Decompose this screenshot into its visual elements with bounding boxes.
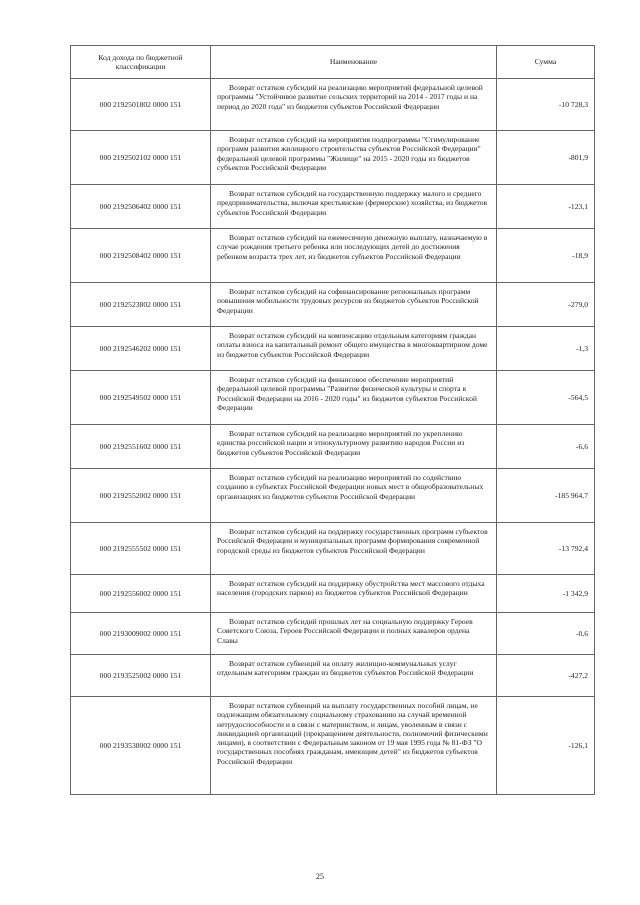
row-code: 000 2192552002 0000 151 [71, 469, 211, 523]
table-row [71, 79, 595, 131]
table-row [71, 655, 595, 697]
row-code: 000 2192551602 0000 151 [71, 425, 211, 469]
row-sum: -13 792,4 [497, 523, 595, 575]
row-name: Возврат остатков субсидий прошлых лет на социальную поддержку Героев Советского Союза, Героев Российской Федерации и полных кавалеров ордена Славы [217, 617, 473, 645]
row-code: 000 2192502102 0000 151 [71, 131, 211, 185]
row-name: Возврат остатков субсидий на поддержку государственных программ субъектов Российской Федерации и муниципальных программ формирования современной городской среды из бюджетов субъектов Российской Федерации [217, 527, 488, 555]
row-name: Возврат остатков субсидий на реализацию мероприятий федеральной целевой программы "Устойчивое развитие сельских территорий на 2014 - 2017 годы и на период до 2020 года" из бюджетов субъектов Российской Федерации [217, 83, 483, 111]
row-code: 000 2192555502 0000 151 [71, 523, 211, 575]
row-name: Возврат остатков субсидий на мероприятия подпрограммы "Стимулирование программ развития жилищного строительства субъектов Российской Федерации" федеральной целевой программы "Жилище" на 2015 - 2020 годы из бюджетов субъектов Российской Федерации [217, 135, 481, 172]
table-row [71, 185, 595, 229]
row-sum: -10 728,3 [497, 79, 595, 131]
row-name: Возврат остатков субсидий на ежемесячную денежную выплату, назначаемую в случае рождения третьего ребенка или последующих детей до достижения ребенком возраста трех лет, из бюджетов субъектов Российской Федерации [217, 233, 488, 261]
row-name: Возврат остатков субсидий на компенсацию отдельным категориям граждан оплаты взноса на капитальный ремонт общего имущества в многоквартирном доме из бюджетов субъектов Российской Федерации [217, 331, 488, 359]
header-sum: Сумма [497, 46, 595, 79]
row-name: Возврат остатков субсидий на реализацию мероприятий по укреплению единства российской нации и этнокультурному развитию народов России из бюджетов субъектов Российской Федерации [217, 429, 465, 457]
row-name: Возврат остатков субвенций на выплату государственных пособий лицам, не подлежащим обязательному социальному страхованию на случай временной нетрудоспособности и в связи с материнством, и лицам, уволенным в связи с ликвидацией организаций (прекращением деятельности, полномочий физическими лицами), в соответствии с Федеральным законом от 19 мая 1995 года № 81-ФЗ "О государственных пособиях гражданам, имеющим детей" из бюджетов субъектов Российской Федерации [217, 701, 488, 766]
row-code: 000 2192556002 0000 151 [71, 575, 211, 613]
table-row [71, 613, 595, 655]
row-code: 000 2192546202 0000 151 [71, 327, 211, 371]
table-header-row [71, 46, 595, 79]
row-name: Возврат остатков субсидий на софинансирование региональных программ повышения мобильности трудовых ресурсов из бюджетов субъектов Российской Федерации [217, 287, 479, 315]
row-sum: -564,5 [497, 371, 595, 425]
row-code: 000 2192523802 0000 151 [71, 283, 211, 327]
row-name: Возврат остатков субсидий на реализацию мероприятий по содействию созданию в субъектах Российской Федерации новых мест в общеобразовательных организациях из бюджетов субъектов Российской Федерации [217, 473, 484, 501]
row-sum: -0,6 [497, 613, 595, 655]
row-sum: -18,9 [497, 229, 595, 283]
row-sum: -427,2 [497, 655, 595, 697]
budget-table [70, 45, 595, 795]
table-row [71, 131, 595, 185]
row-code: 000 2192508402 0000 151 [71, 229, 211, 283]
row-sum: -123,1 [497, 185, 595, 229]
row-sum: -1 342,9 [497, 575, 595, 613]
table-row [71, 697, 595, 795]
table-row [71, 371, 595, 425]
row-code: 000 2193538002 0000 151 [71, 697, 211, 795]
table-row [71, 575, 595, 613]
table-row [71, 283, 595, 327]
row-sum: -279,0 [497, 283, 595, 327]
row-code: 000 2193009002 0000 151 [71, 613, 211, 655]
row-name: Возврат остатков субсидий на финансовое обеспечение мероприятий федеральной целевой программы "Развитие физической культуры и спорта в Российской Федерации на 2016 - 2020 годы" из бюджетов субъектов Российской Федерации [217, 375, 477, 412]
row-code: 000 2192506402 0000 151 [71, 185, 211, 229]
row-sum: -801,9 [497, 131, 595, 185]
table-row [71, 327, 595, 371]
row-code: 000 2193525002 0000 151 [71, 655, 211, 697]
page-number: 25 [316, 872, 324, 881]
table-row [71, 523, 595, 575]
row-code: 000 2192549502 0000 151 [71, 371, 211, 425]
table-row [71, 469, 595, 523]
row-sum: -185 964,7 [497, 469, 595, 523]
row-name: Возврат остатков субвенций на оплату жилищно-коммунальных услуг отдельным категориям граждан из бюджетов субъектов Российской Федерации [217, 659, 474, 678]
table-row [71, 425, 595, 469]
row-name: Возврат остатков субсидий на поддержку обустройства мест массового отдыха населения (городских парков) из бюджетов субъектов Российской Федерации [217, 579, 485, 598]
row-sum: -126,1 [497, 697, 595, 795]
row-code: 000 2192501802 0000 151 [71, 79, 211, 131]
row-sum: -6,6 [497, 425, 595, 469]
header-name: Наименование [211, 46, 497, 79]
table-row [71, 229, 595, 283]
header-code: Код дохода по бюджетной классификации [71, 46, 211, 79]
row-name: Возврат остатков субсидий на государственную поддержку малого и среднего предпринимательства, включая крестьянские (фермерские) хозяйства, из бюджетов субъектов Российской Федерации [217, 189, 488, 217]
row-sum: -1,3 [497, 327, 595, 371]
